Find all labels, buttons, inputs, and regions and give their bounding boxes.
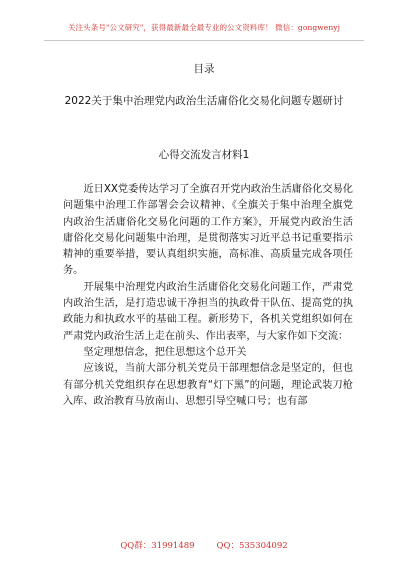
document-subtitle: 心得交流发言材料1 bbox=[158, 149, 250, 161]
document-body bbox=[63, 182, 353, 410]
toc-title: 目录 bbox=[193, 63, 215, 75]
header-notice: 关注头条号"公文研究"，获得最新最全最专业的公文资料库！ 微信：gongwenyj bbox=[67, 23, 341, 32]
section-heading: 坚定理想信念，把住思想这个总开关 bbox=[83, 346, 247, 358]
footer-qq-group: QQ群：31991489 bbox=[120, 541, 195, 551]
paragraph: 开展集中治理党内政治生活庸俗化交易化问题工作，严肃党内政治生活，是打造忠诚干净担当的执政骨干队伍、提高党的执政能力和执政水平的基础工程。新形势下，各机关党组织如何在严肃党内政治生活上走在前头、作出表率，与大家作如下交流： bbox=[63, 281, 353, 342]
footer-contact bbox=[0, 539, 408, 551]
footer-qq: QQ：535304092 bbox=[216, 541, 288, 551]
document-title: 2022关于集中治理党内政治生活庸俗化交易化问题专题研讨 bbox=[64, 95, 344, 107]
paragraph: 应该说，当前大部分机关党员干部理想信念是坚定的，但也有部分机关党组织存在思想教育“灯下黑”的问题，理论武装刀枪入库、政治教育马放南山、思想引导空喊口号；也有部 bbox=[63, 363, 353, 407]
header-divider bbox=[44, 40, 364, 41]
paragraph: 近日XX党委传达学习了全旗召开党内政治生活庸俗化交易化问题集中治理工作部署会会议精神、《全旗关于集中治理全旗党内政治生活庸俗化交易化问题的工作方案》，开展党内政治生活庸俗化交易化问题集中治理，是贯彻落实习近平总书记重要指示精神的重要举措，要认真组织实施，高标准、高质量完成各项任务。 bbox=[63, 184, 353, 277]
